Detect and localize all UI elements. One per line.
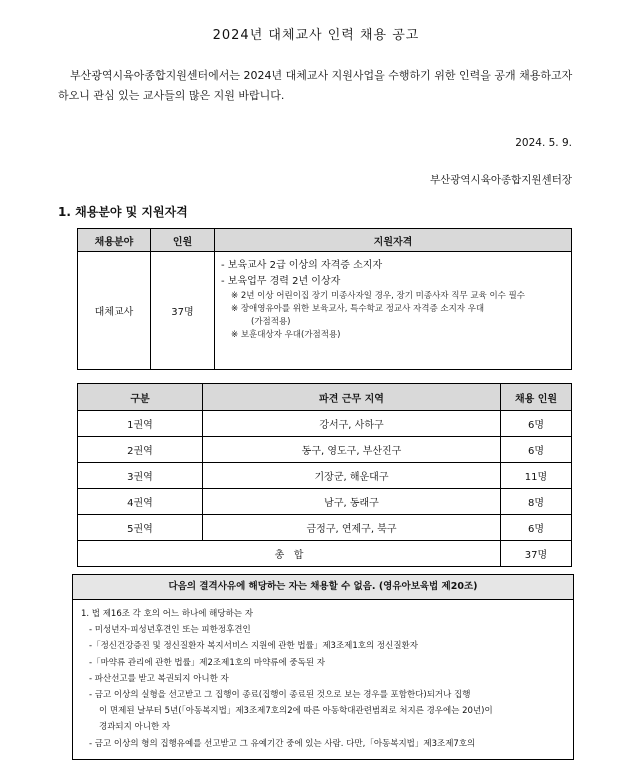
list-item: - 파산선고를 받고 복권되지 아니한 자 <box>89 673 229 684</box>
header-area: 구분 <box>78 384 203 411</box>
hire-count-cell: 11명 <box>501 463 572 489</box>
table-row <box>78 437 572 463</box>
area-cell: 5권역 <box>78 515 203 541</box>
table-row <box>78 252 572 370</box>
region-cell: 금정구, 연제구, 북구 <box>203 515 501 541</box>
total-row <box>78 541 572 567</box>
disqualification-heading: 다음의 결격사유에 해당하는 자는 채용할 수 없음. (영유아보육법 제20조) <box>73 575 573 600</box>
qualification-table <box>77 228 572 370</box>
area-cell: 1권역 <box>78 411 203 437</box>
table-header-row <box>78 384 572 411</box>
disqualification-box <box>72 574 574 760</box>
list-item: -「정신건강증진 및 정신질환자 복지서비스 지원에 관한 법률」제3조제1호의 정신질환자 <box>89 641 418 652</box>
region-cell: 기장군, 해운대구 <box>203 463 501 489</box>
table-row <box>78 411 572 437</box>
region-cell: 동구, 영도구, 부산진구 <box>203 437 501 463</box>
table-row <box>78 463 572 489</box>
requirement-note: (가점적용) <box>251 317 291 327</box>
hire-count-cell: 6명 <box>501 411 572 437</box>
hire-count-cell: 8명 <box>501 489 572 515</box>
area-cell: 3권역 <box>78 463 203 489</box>
list-item: - 금고 이상의 형의 집행유예를 선고받고 그 유예기간 중에 있는 사람. 다만,「아동복지법」제3조제7호의 <box>89 738 476 749</box>
total-label: 총 합 <box>78 541 501 567</box>
notice-date: 2024. 5. 9. <box>515 137 572 149</box>
header-region: 파견 근무 지역 <box>203 384 501 411</box>
page-title: 2024년 대체교사 인력 채용 공고 <box>212 28 420 43</box>
hire-count-cell: 6명 <box>501 437 572 463</box>
count-cell: 37명 <box>151 252 215 370</box>
requirement-note: ※ 장애영유아를 위한 보육교사, 특수학교 정교사 자격증 소지자 우대 <box>231 304 485 314</box>
header-count: 인원 <box>151 229 215 252</box>
region-cell: 강서구, 사하구 <box>203 411 501 437</box>
list-item: 이 면제된 날부터 5년(「아동복지법」제3조제7호의2에 따른 아동학대관련범죄로 처지른 경우에는 20년)이 <box>99 706 493 717</box>
disqualification-list <box>73 600 573 758</box>
requirement-note: ※ 보훈대상자 우대(가점적용) <box>231 330 341 340</box>
list-item: - 미성년자·피성년후견인 또는 피한정후견인 <box>89 625 251 636</box>
table-row <box>78 489 572 515</box>
hire-count-cell: 6명 <box>501 515 572 541</box>
requirements-cell <box>215 252 572 370</box>
requirement-note: ※ 2년 이상 어린이집 장기 미종사자일 경우, 장기 미종사자 직무 교육 이수 필수 <box>231 291 525 301</box>
header-hire-count: 채용 인원 <box>501 384 572 411</box>
area-cell: 2권역 <box>78 437 203 463</box>
list-item: 경과되지 아니한 자 <box>99 722 171 733</box>
section-heading: 1. 채용분야 및 지원자격 <box>58 205 188 219</box>
list-item: -「마약류 관리에 관한 법률」제2조제1호의 마약류에 중독된 자 <box>89 657 325 668</box>
list-item: 1. 법 제16조 각 호의 어느 하나에 해당하는 자 <box>81 609 253 619</box>
table-row <box>78 515 572 541</box>
list-item: - 금고 이상의 실형을 선고받고 그 집행이 종료(집행이 종료된 것으로 보는 경우를 포함한다)되거나 집행 <box>89 690 471 701</box>
area-cell: 4권역 <box>78 489 203 515</box>
region-cell: 남구, 동래구 <box>203 489 501 515</box>
issuing-organization: 부산광역시육아종합지원센터장 <box>429 174 572 186</box>
header-field: 채용분야 <box>78 229 151 252</box>
region-table <box>77 383 572 567</box>
intro-paragraph: 부산광역시육아종합지원센터에서는 2024년 대체교사 지원사업을 수행하기 위한 인력을 공개 채용하고자 하오니 관심 있는 교사들의 많은 지원 바랍니다. <box>58 69 573 102</box>
header-requirements: 지원자격 <box>215 229 572 252</box>
requirement-line: - 보육교사 2급 이상의 자격증 소지자 <box>221 260 383 271</box>
field-cell: 대체교사 <box>78 252 151 370</box>
total-count: 37명 <box>501 541 572 567</box>
table-header-row <box>78 229 572 252</box>
requirement-line: - 보육업무 경력 2년 이상자 <box>221 276 341 287</box>
